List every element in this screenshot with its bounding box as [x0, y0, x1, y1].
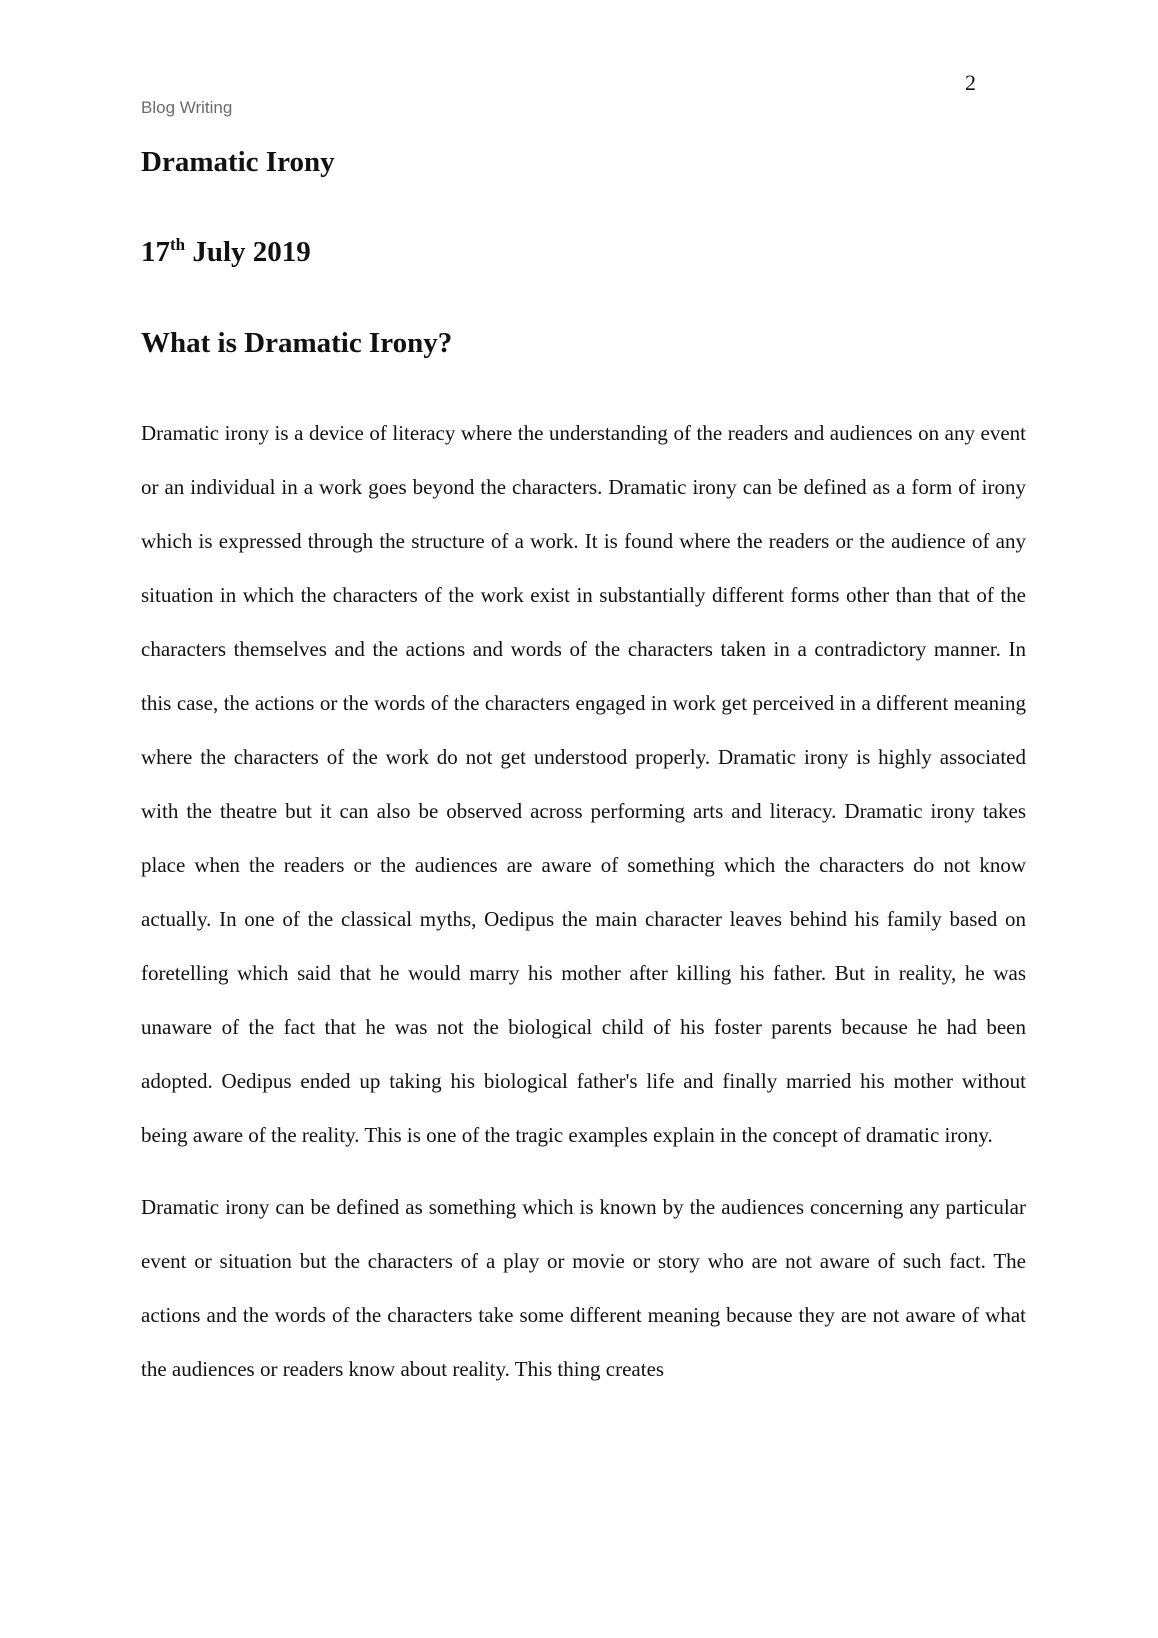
- article-date: [141, 228, 1026, 276]
- article-title: Dramatic Irony: [141, 146, 335, 178]
- body-paragraph-2: Dramatic irony can be defined as something which is known by the audiences concerning any particular event or situation but the characters of a play or movie or story who are not aware of such fact. The actions and the words of the characters take some different meaning because they are not aware of what the audiences or readers know about reality. This thing creates: [141, 1195, 1026, 1381]
- date-month-year: July 2019: [185, 236, 311, 268]
- page-number: 2: [965, 70, 976, 95]
- article-content: [141, 138, 1026, 1396]
- date-day: 17: [141, 236, 170, 268]
- section-heading: What is Dramatic Irony?: [141, 327, 453, 359]
- date-ordinal-suffix: th: [170, 235, 186, 254]
- running-header: Blog Writing: [141, 98, 233, 117]
- body-paragraph-1: Dramatic irony is a device of literacy where the understanding of the readers and audiences on any event or an individual in a work goes beyond the characters. Dramatic irony can be defined as a form of irony which is expressed through the structure of a work. It is found where the readers or the audience of any situation in which the characters of the work exist in substantially different forms other than that of the characters themselves and the actions and words of the characters taken in a contradictory manner. In this case, the actions or the words of the characters engaged in work get perceived in a different meaning where the characters of the work do not get understood properly. Dramatic irony is highly associated with the theatre but it can also be observed across performing arts and literacy. Dramatic irony takes place when the readers or the audiences are aware of something which the characters do not know actually. In one of the classical myths, Oedipus the main character leaves behind his family based on foretelling which said that he would marry his mother after killing his father. But in reality, he was unaware of the fact that he was not the biological child of his foster parents because he had been adopted. Oedipus ended up taking his biological father's life and finally married his mother without being aware of the reality. This is one of the tragic examples explain in the concept of dramatic irony.: [141, 421, 1026, 1147]
